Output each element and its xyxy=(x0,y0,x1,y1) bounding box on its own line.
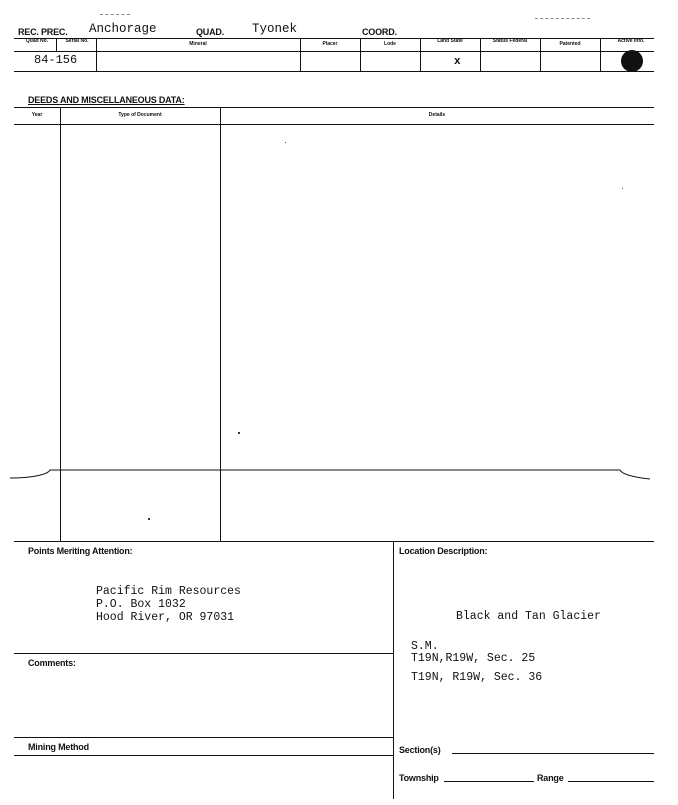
mining-label: Mining Method xyxy=(28,742,89,752)
col-serial-no: Serial No. xyxy=(65,38,89,44)
col-patented: Patented xyxy=(559,41,581,47)
scan-speck xyxy=(148,518,150,520)
mining-bottom-rule xyxy=(14,755,393,756)
township-label: Township xyxy=(399,773,439,783)
deeds-col-type: Type of Document xyxy=(118,112,162,118)
location-label: Location Description: xyxy=(399,546,488,556)
rec-prec-label: REC. PREC. xyxy=(18,27,68,37)
points-line: P.O. Box 1032 xyxy=(96,598,186,611)
scan-speck xyxy=(285,142,286,143)
active-info-punch-hole xyxy=(621,50,643,72)
range-label: Range xyxy=(537,773,564,783)
points-line: Hood River, OR 97031 xyxy=(96,611,235,624)
land-state-mark: x xyxy=(454,56,461,68)
quad-label: QUAD. xyxy=(196,27,224,37)
col-land-state: Land State xyxy=(437,38,463,44)
location-line2: T19N, R19W, Sec. 36 xyxy=(411,671,543,684)
sections-field-line[interactable] xyxy=(452,753,654,754)
points-line: Pacific Rim Resources xyxy=(96,585,241,598)
scan-mark-top-right xyxy=(535,18,590,19)
header-mid-rule xyxy=(14,51,654,52)
location-line1: T19N,R19W, Sec. 25 xyxy=(411,652,536,665)
township-field-line[interactable] xyxy=(444,781,534,782)
deeds-col-details: Details xyxy=(428,112,446,118)
deeds-title: DEEDS AND MISCELLANEOUS DATA: xyxy=(28,95,185,105)
header-col-divider xyxy=(420,38,421,71)
scan-speck xyxy=(622,188,623,189)
scan-mark-top xyxy=(100,14,130,15)
header-col-divider xyxy=(56,38,57,51)
comments-rule xyxy=(14,653,393,654)
deeds-top-rule xyxy=(14,107,654,108)
header-bottom-rule xyxy=(14,71,654,72)
mining-rule xyxy=(14,737,393,738)
header-top-rule xyxy=(14,38,654,39)
col-mineral: Mineral xyxy=(189,41,207,47)
comments-label: Comments: xyxy=(28,658,76,668)
col-lode: Lode xyxy=(384,41,396,47)
sections-label: Section(s) xyxy=(399,745,441,755)
location-meridian: S.M. xyxy=(411,640,439,653)
deeds-header-rule xyxy=(14,124,654,125)
col-placer: Placer xyxy=(322,41,338,47)
page-fold-line xyxy=(0,462,678,486)
quad-serial-value: 84-156 xyxy=(34,53,78,67)
range-field-line[interactable] xyxy=(568,781,654,782)
col-active-info: Active Info. xyxy=(617,38,645,44)
col-status-federal: Status Federal xyxy=(492,38,528,44)
header-col-divider xyxy=(480,38,481,71)
lower-top-rule xyxy=(14,541,654,542)
col-quad-no: Quad No. xyxy=(25,38,49,44)
location-name: Black and Tan Glacier xyxy=(456,610,601,623)
coord-label: COORD. xyxy=(362,27,397,37)
lower-col-divider xyxy=(393,541,394,799)
quad-value: Tyonek xyxy=(252,22,298,36)
header-col-divider xyxy=(600,38,601,71)
deeds-col-year: Year xyxy=(31,112,43,118)
rec-prec-value: Anchorage xyxy=(89,22,157,36)
points-label: Points Meriting Attention: xyxy=(28,546,133,556)
scan-speck xyxy=(238,432,240,434)
